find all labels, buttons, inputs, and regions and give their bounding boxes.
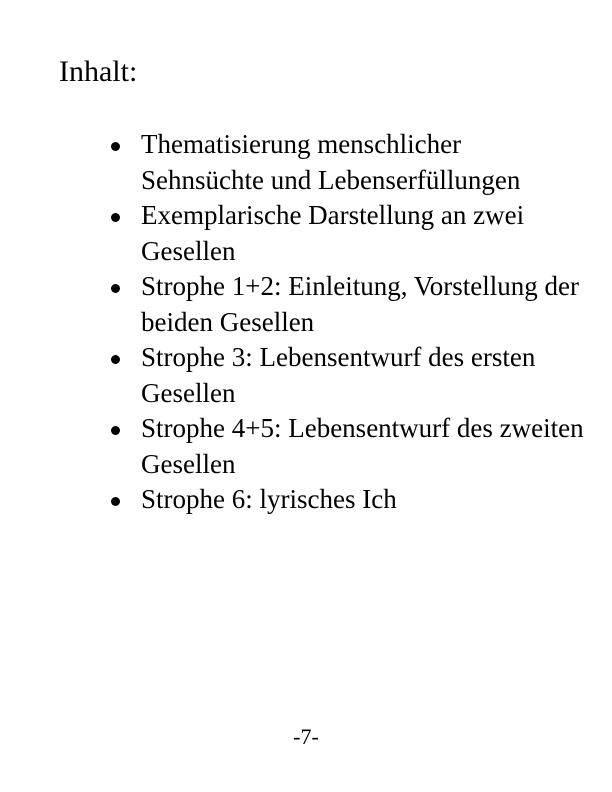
bullet-icon (111, 355, 120, 364)
bullet-icon (111, 497, 120, 506)
list-item-text: Strophe 1+2: Einleitung, Vorstellung der beiden Gesellen (141, 271, 579, 337)
list-item (106, 127, 586, 198)
page-heading: Inhalt: (59, 55, 138, 88)
list-item (106, 269, 586, 340)
list-item (106, 411, 586, 482)
list-item-text: Thematisierung menschlicher Sehnsüchte und Lebenserfüllungen (141, 129, 521, 195)
list-item (106, 340, 586, 411)
bullet-icon (111, 142, 120, 151)
bullet-icon (111, 213, 120, 222)
list-item (106, 482, 586, 518)
list-item-text: Strophe 4+5: Lebensentwurf des zweiten Gesellen (141, 413, 584, 479)
bullet-icon (111, 426, 120, 435)
list-item (106, 198, 586, 269)
list-item-text: Strophe 3: Lebensentwurf des ersten Gesellen (141, 342, 536, 408)
list-item-text: Strophe 6: lyrisches Ich (141, 484, 397, 514)
bullet-icon (111, 284, 120, 293)
page-number: -7- (293, 724, 319, 749)
list-item-text: Exemplarische Darstellung an zwei Gesellen (141, 200, 525, 266)
content-bullet-list (106, 127, 586, 518)
